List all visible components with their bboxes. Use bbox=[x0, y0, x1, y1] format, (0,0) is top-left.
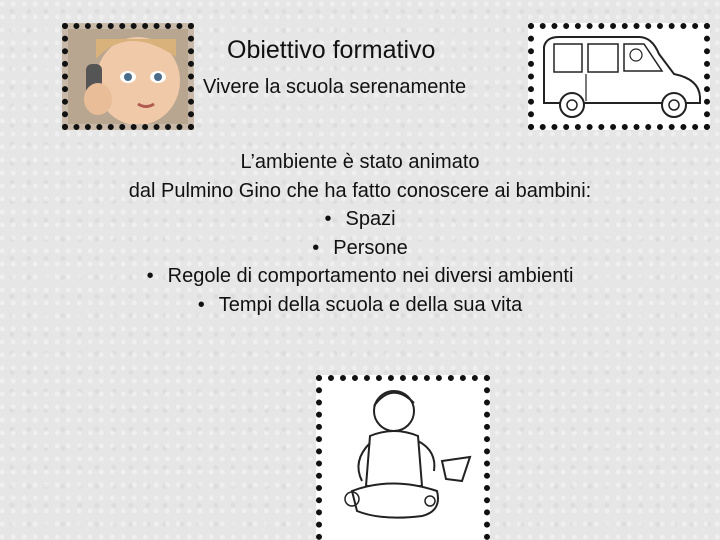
bullet-marker: • bbox=[312, 236, 320, 259]
slide-body bbox=[0, 148, 720, 319]
van-drawing bbox=[528, 23, 710, 130]
bullet-item bbox=[0, 205, 720, 234]
bullet-item bbox=[0, 262, 720, 291]
bullet-text: Tempi della scuola e della sua vita bbox=[218, 293, 523, 316]
intro-line-2: dal Pulmino Gino che ha fatto conoscere ai bambini: bbox=[128, 179, 592, 202]
intro-line-1: L’ambiente è stato animato bbox=[240, 151, 480, 173]
slide-title: Obiettivo formativo bbox=[227, 36, 436, 64]
bullet-marker: • bbox=[197, 293, 205, 316]
child-phone-photo bbox=[62, 23, 194, 130]
bullet-item bbox=[0, 234, 720, 263]
bullet-marker: • bbox=[324, 208, 332, 230]
child-playing-drawing bbox=[316, 375, 490, 540]
bullet-text: Persone bbox=[333, 236, 408, 259]
bullet-item bbox=[0, 291, 720, 320]
bullet-marker: • bbox=[146, 265, 154, 287]
bullet-text: Regole di comportamento nei diversi ambienti bbox=[167, 265, 574, 287]
slide-subtitle: Vivere la scuola serenamente bbox=[203, 76, 467, 98]
bullet-text: Spazi bbox=[345, 208, 396, 230]
